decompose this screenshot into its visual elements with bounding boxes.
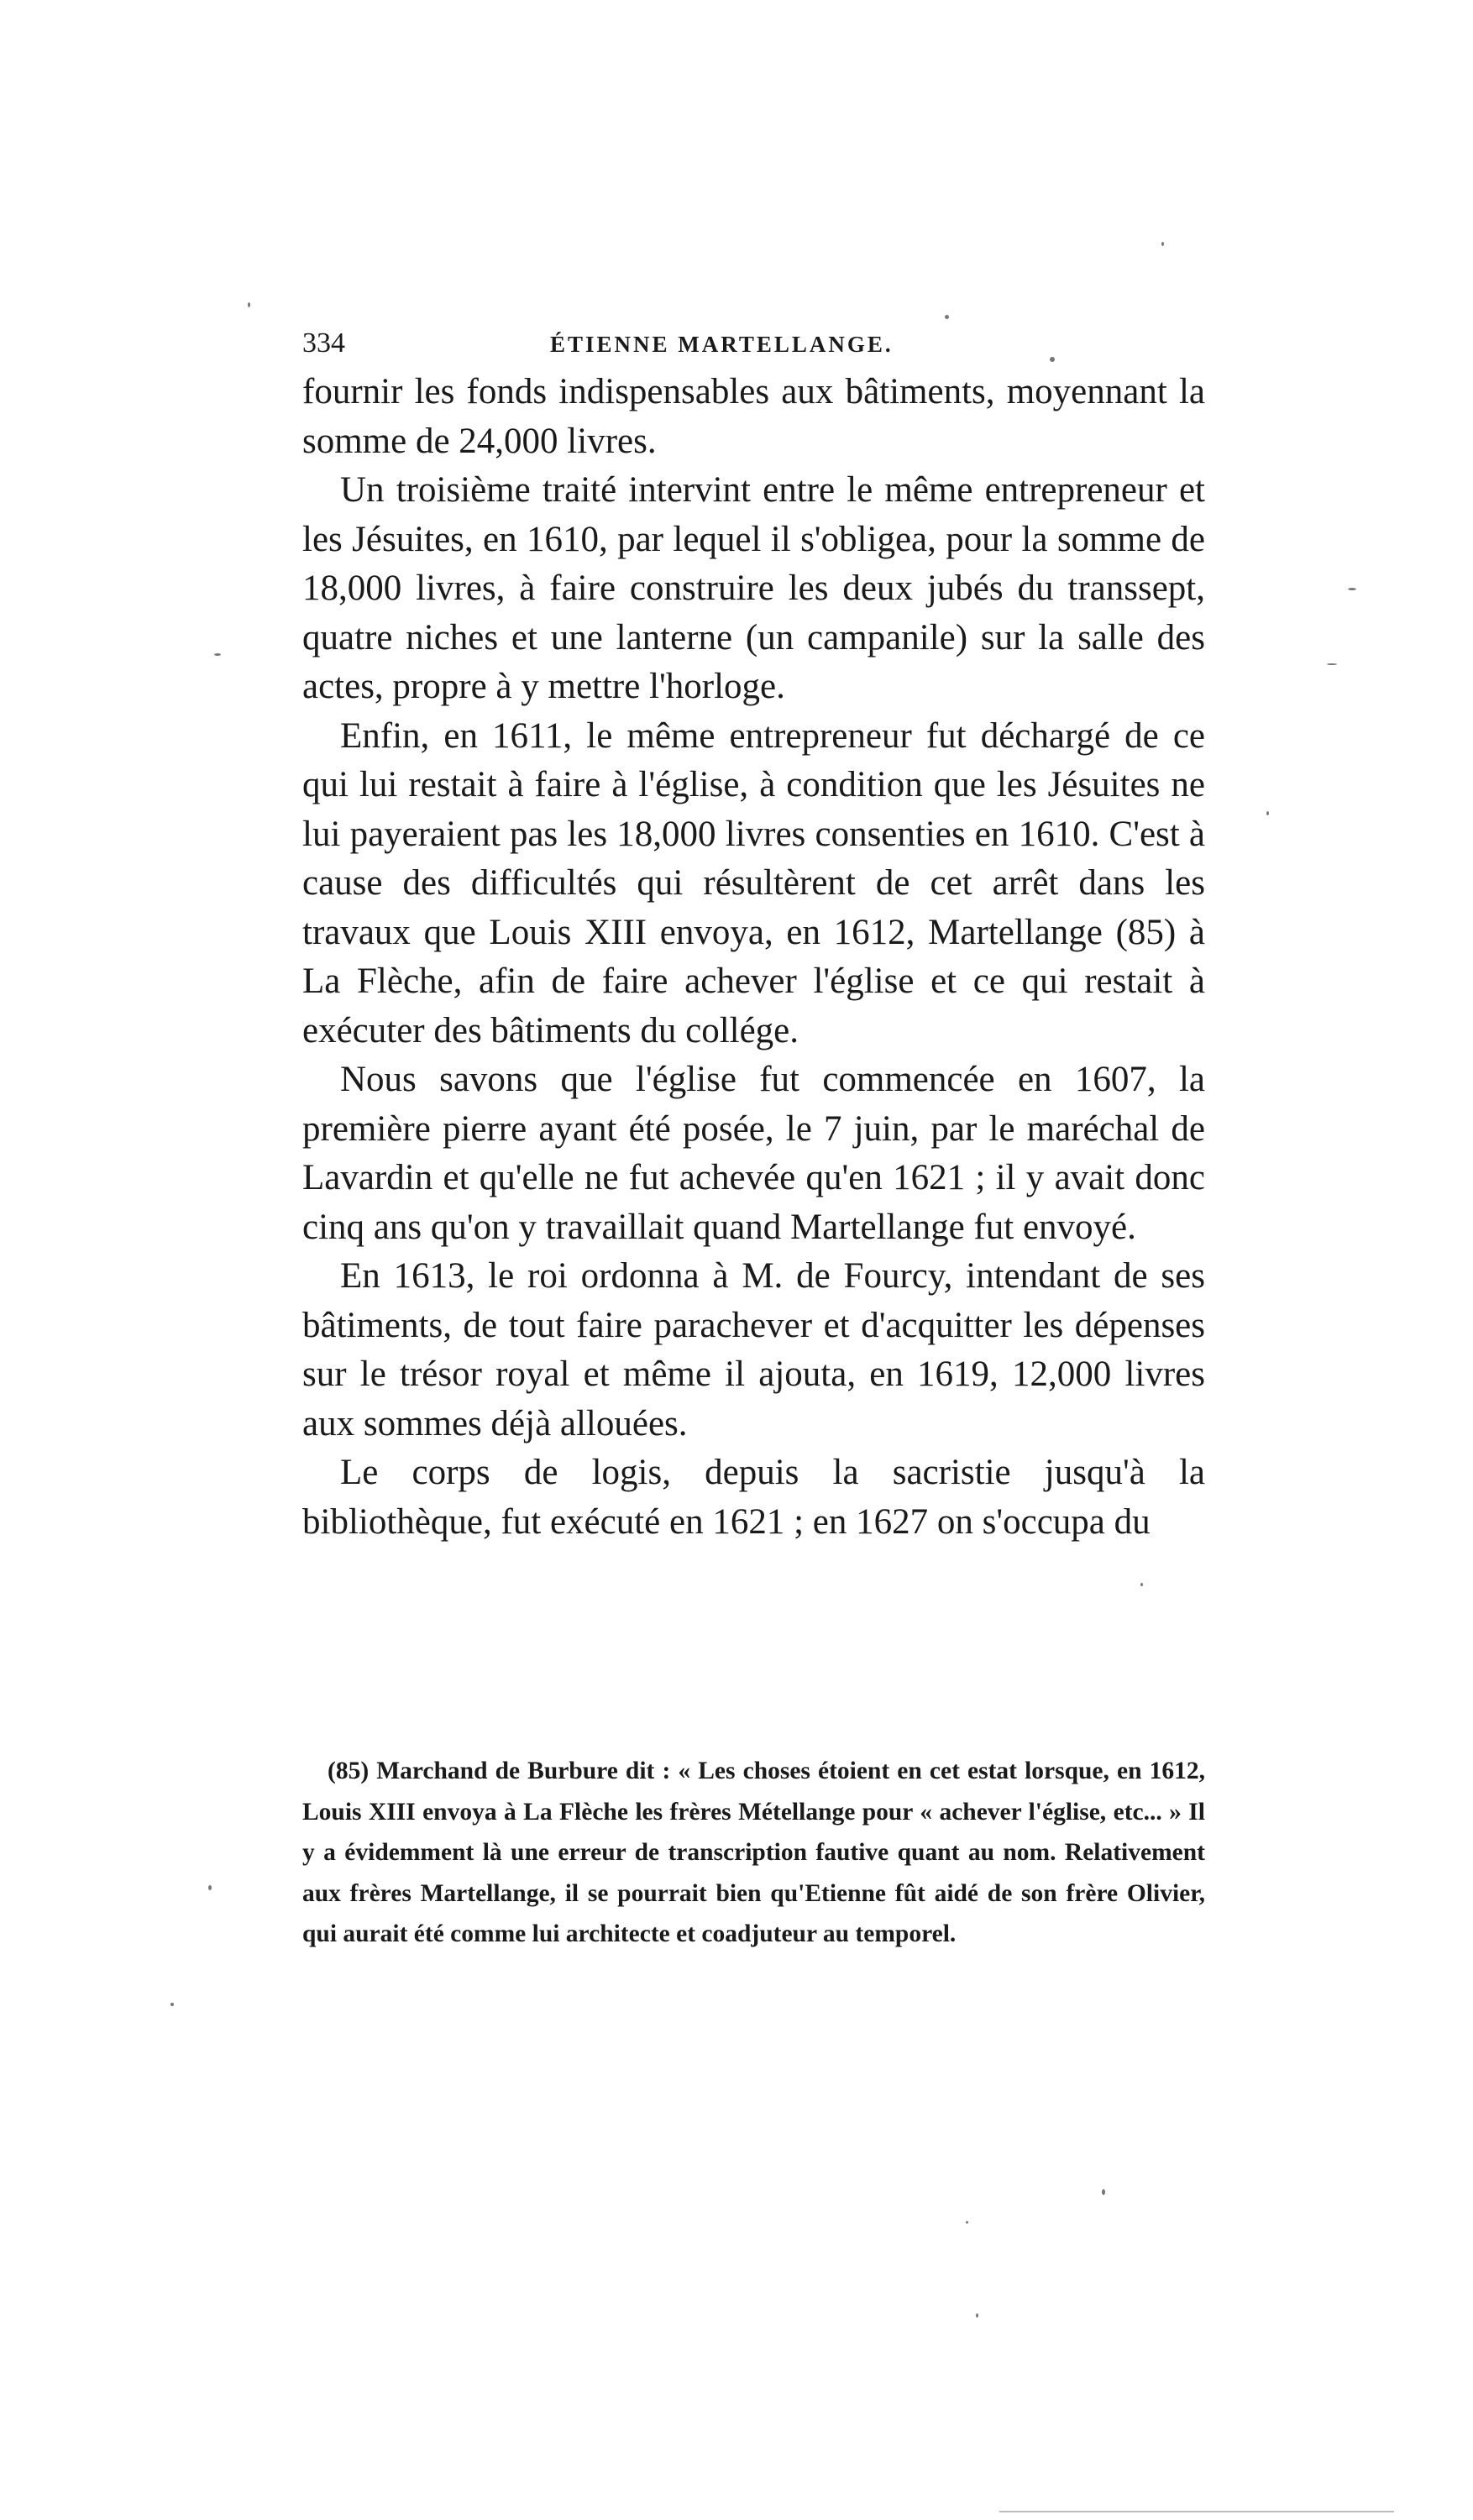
- scan-speck: [1266, 811, 1269, 815]
- paragraph-1: fournir les fonds indispensables aux bâtiments, moyennant la somme de 24,000 livres.: [302, 372, 1205, 461]
- scan-speck: [1102, 2189, 1105, 2195]
- footnote-85: (85) Marchand de Burbure dit : « Les choses étoient en cet estat lorsque, en 1612, Louis XIII envoya à La Flèche les frères Métellange pour « achever l'église, etc... » Il y a évidemment là une erreur de transcription fautive quant au nom. Relativement aux frères Martellange, il se pourrait bien qu'Etienne fût aidé de son frère Olivier, qui aurait été comme lui architecte et coadjuteur au temporel.: [302, 1758, 1205, 1948]
- body-text: [302, 368, 1205, 1547]
- paragraph-6: Le corps de logis, depuis la sacristie jusqu'à la bibliothèque, fut exécuté en 1621 ; en 1627 on s'occupa du: [302, 1453, 1205, 1542]
- scan-speck: [208, 1885, 212, 1890]
- paragraph-5: En 1613, le roi ordonna à M. de Fourcy, intendant de ses bâtiments, de tout faire parachever et d'acquitter les dépenses sur le trésor royal et même il ajouta, en 1619, 12,000 livres aux sommes déjà allouées.: [302, 1256, 1205, 1443]
- scan-speck: [976, 2313, 978, 2318]
- page-header: [302, 327, 1205, 368]
- scan-speck: [966, 2221, 968, 2224]
- scan-speck: [945, 315, 949, 319]
- scan-speck: [1161, 242, 1164, 246]
- paragraph-2: Un troisième traité intervint entre le même entrepreneur et les Jésuites, en 1610, par lequel il s'obligea, pour la somme de 18,000 livres, à faire construire les deux jubés du transsept, quatre niches et une lanterne (un campanile) sur la salle des actes, propre à y mettre l'horloge.: [302, 470, 1205, 706]
- scan-speck: [1348, 588, 1356, 590]
- scan-speck: [214, 653, 221, 656]
- running-title: ÉTIENNE MARTELLANGE.: [550, 332, 894, 357]
- paragraph-3: Enfin, en 1611, le même entrepreneur fut déchargé de ce qui lui restait à faire à l'église, à condition que les Jésuites ne lui payeraient pas les 18,000 livres consenties en 1610. C'est à cause des difficultés qui résultèrent de cet arrêt dans les travaux que Louis XIII envoya, en 1612, Martellange (85) à La Flèche, afin de faire achever l'église et ce qui restait à exécuter des bâtiments du collége.: [302, 715, 1205, 1050]
- scan-speck: [1140, 1583, 1143, 1586]
- page-number: 334: [302, 327, 345, 359]
- scan-edge-line: [999, 2511, 1394, 2512]
- scan-speck: [170, 2003, 174, 2006]
- page-content: [302, 327, 1205, 1547]
- scan-speck: [1050, 357, 1055, 362]
- paragraph-4: Nous savons que l'église fut commencée en 1607, la première pierre ayant été posée, le 7 juin, par le maréchal de Lavardin et qu'elle ne fut achevée qu'en 1621 ; il y avait donc cinq ans qu'on y travaillait quand Martellange fut envoyé.: [302, 1060, 1205, 1247]
- scan-speck: [1327, 663, 1337, 665]
- scan-speck: [248, 302, 250, 307]
